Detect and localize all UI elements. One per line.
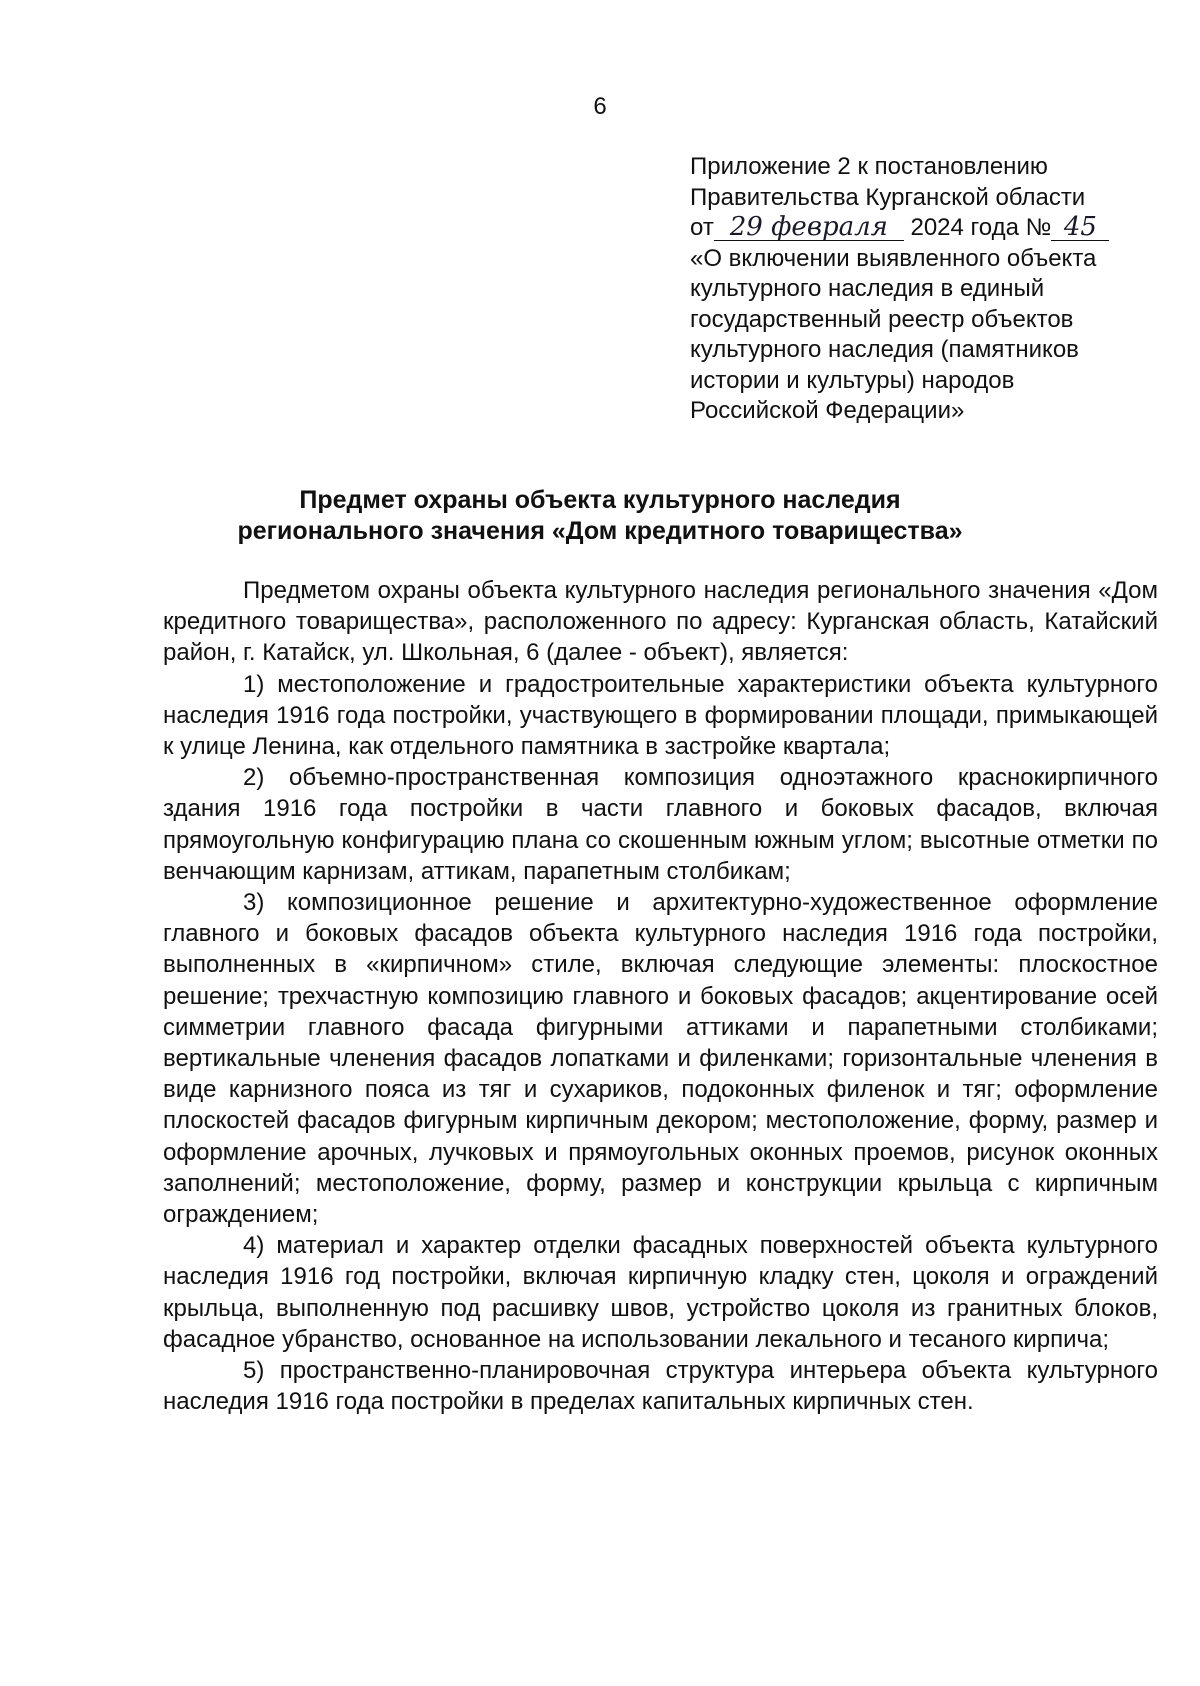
appendix-title-line-4: культурного наследия (памятников <box>690 336 1079 363</box>
page-number: 6 <box>593 93 607 120</box>
appendix-title-line-2: культурного наследия в единый <box>690 275 1045 302</box>
item-1-paragraph: 1) местоположение и градостроительные характеристики объекта культурного наследия 1916 года постройки, участвующего в формировании площади, примыкающей к улице Ленина, как отдельного памятника в застройке квартала; <box>163 670 1158 761</box>
year-text: 2024 года № <box>910 214 1052 241</box>
heading-line-1: Предмет охраны объекта культурного наследия <box>299 486 901 514</box>
document-body <box>163 575 1158 1417</box>
appendix-line-2: Правительства Курганской области <box>690 183 1086 211</box>
item-5-paragraph: 5) пространственно-планировочная структура интерьера объекта культурного наследия 1916 года постройки в пределах капитальных кирпичных стен. <box>163 1357 1158 1416</box>
appendix-title-line-6: Российской Федерации» <box>690 397 965 424</box>
document-heading <box>0 485 1200 547</box>
item-4-paragraph: 4) материал и характер отделки фасадных поверхностей объекта культурного наследия 1916 год постройки, включая кирпичную кладку стен, цоколя и ограждений крыльца, выполненную под расшивку швов, устройство цоколя из гранитных блоков, фасадное убранство, основанное на использовании лекального и тесаного кирпича; <box>163 1232 1158 1353</box>
heading-line-2: регионального значения «Дом кредитного товарищества» <box>237 517 963 545</box>
item-2-paragraph: 2) объемно-пространственная композиция одноэтажного краснокирпичного здания 1916 года постройки в части главного и боковых фасадов, включая прямоугольную конфигурацию плана со скошенным южным углом; высотные отметки по венчающим карнизам, аттикам, парапетным столбикам; <box>163 764 1158 885</box>
appendix-title-line-5: истории и культуры) народов <box>690 366 1015 394</box>
date-prefix: от <box>690 214 714 241</box>
intro-paragraph: Предметом охраны объекта культурного наследия регионального значения «Дом кредитного товарищества», расположенного по адресу: Курганская область, Катайский район, г. Катайск, ул. Школьная, 6 (далее - объект), является: <box>163 577 1158 667</box>
appendix-title-line-3: государственный реестр объектов <box>690 305 1074 333</box>
appendix-line-1: Приложение 2 к постановлению <box>690 153 1048 180</box>
handwritten-number: 45 <box>1051 216 1109 241</box>
item-3-paragraph: 3) композиционное решение и архитектурно-художественное оформление главного и боковых фасадов объекта культурного наследия 1916 года постройки, выполненных в «кирпичном» стиле, включая следующие элементы: плоскостное решение; трехчастную композицию главного и боковых фасадов; акцентирование осей симметрии главного фасада фигурными аттиками и парапетными столбиками; вертикальные членения фасадов лопатками и филенками; горизонтальные членения в виде карнизного пояса из тяг и сухариков, подоконных филенок и тяг; оформление плоскостей фасадов фигурным кирпичным декором; местоположение, форму, размер и оформление арочных, лучковых и прямоугольных оконных проемов, рисунок оконных заполнений; местоположение, форму, размер и конструкции крыльца с кирпичным ограждением; <box>163 889 1158 1229</box>
appendix-title-line-1: «О включении выявленного объекта <box>690 244 1097 272</box>
appendix-block <box>690 152 1160 427</box>
appendix-date-line <box>690 213 1160 244</box>
handwritten-date: 29 февраля <box>714 216 904 241</box>
